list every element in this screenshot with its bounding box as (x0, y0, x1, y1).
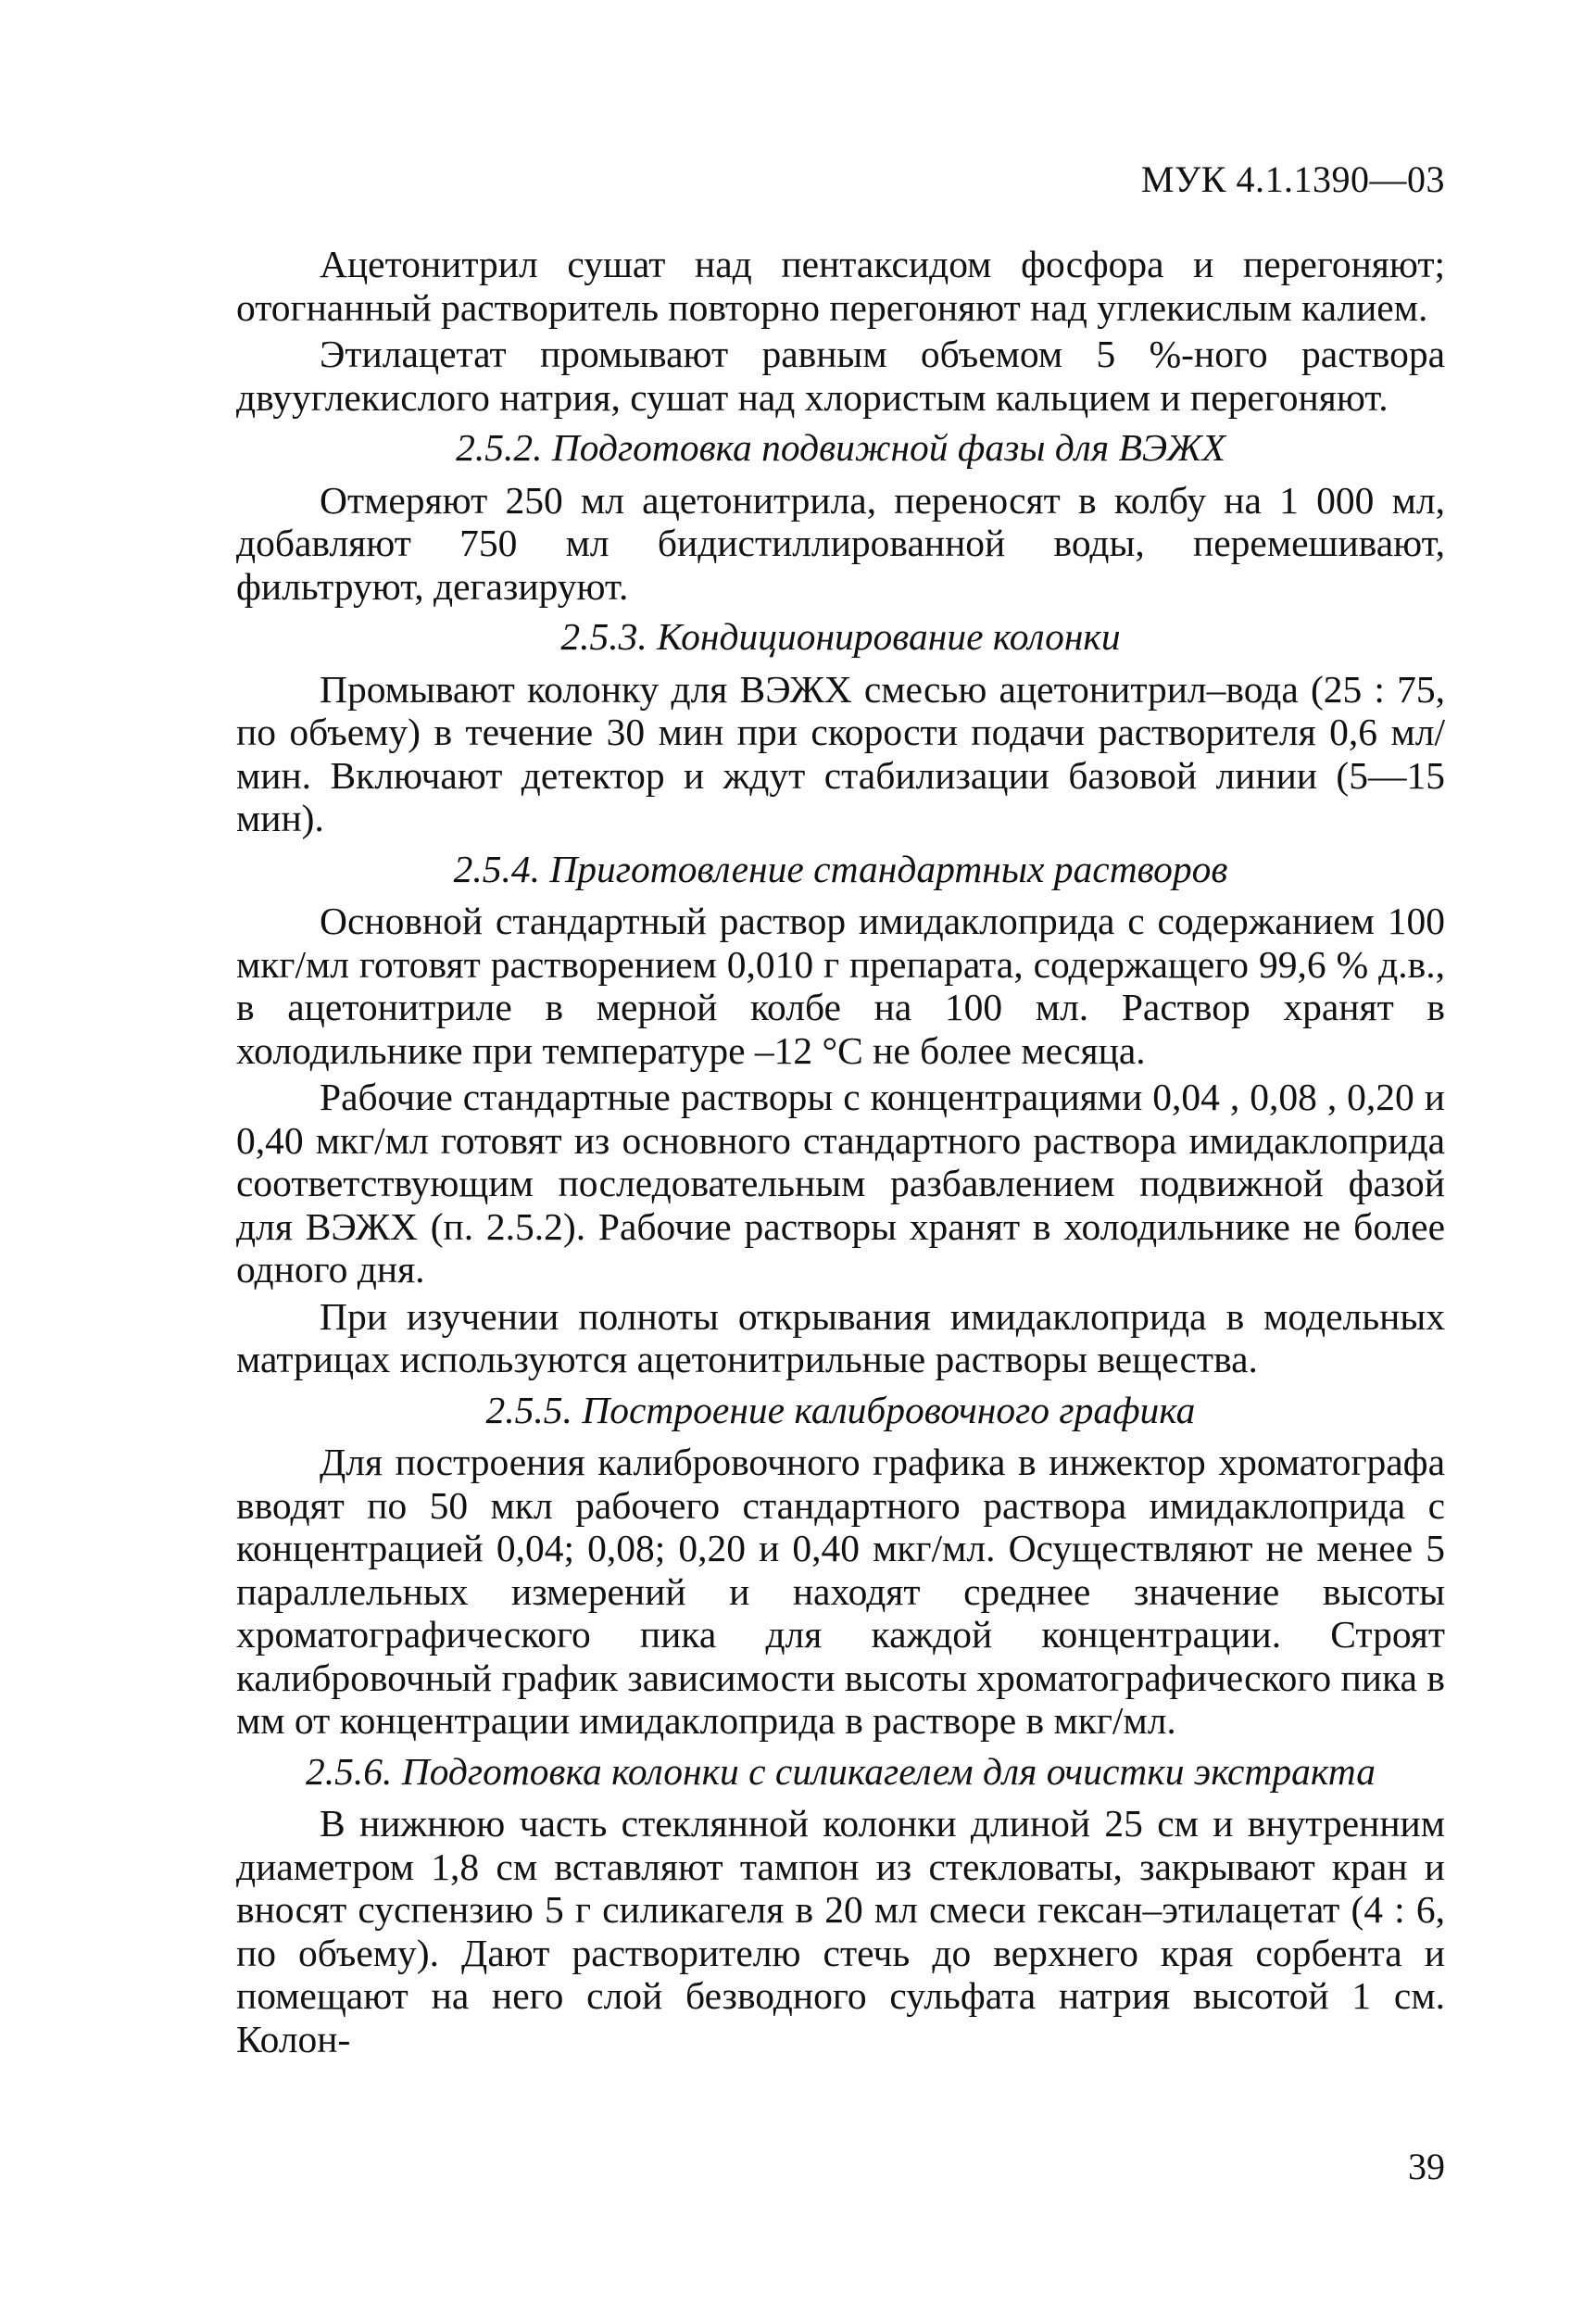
section-heading-2-5-6: 2.5.6. Подготовка колонки с силикагелем для очистки экстракта (305, 1749, 1376, 1793)
paragraph-silica-column: В нижнюю часть стеклянной колонки длиной 25 см и внутренним диаметром 1,8 см вставляют тампон из стекловаты, закрывают кран и вносят суспензию 5 г силикагеля в 20 мл смеси гексан–этилацетат (4 : 6, по объему). Дают растворителю стечь до верхнего края сорбента и помещают на него слой безводного сульфата натрия высотой 1 см. Колон- (236, 1802, 1445, 2060)
paragraph-mobile-phase: Отмеряют 250 мл ацетонитрила, переносят в колбу на 1 000 мл, добавляют 750 мл бидистиллированной воды, перемешивают, фильтруют, дегазируют. (236, 478, 1445, 608)
document-id: МУК 4.1.1390—03 (1140, 158, 1445, 200)
paragraph-working-standards: Рабочие стандартные растворы с концентрациями 0,04 , 0,08 , 0,20 и 0,40 мкг/мл готовят из основного стандартного раствора имидаклоприда соответствующим последовательным разбавлением подвижной фазой для ВЭЖХ (п. 2.5.2). Рабочие растворы хранят в холодильнике не более одного дня. (236, 1076, 1445, 1291)
document-body (236, 243, 1445, 2064)
paragraph-ethyl-acetate-washing: Этилацетат промывают равным объемом 5 %-ного раствора двууглекислого натрия, сушат над хлористым кальцием и перегоняют. (236, 333, 1445, 419)
paragraph-recovery-study: При изучении полноты открывания имидаклоприда в модельных матрицах используются ацетонитрильные растворы вещества. (236, 1294, 1445, 1380)
paragraph-calibration: Для построения калибровочного графика в инжектор хроматографа вводят по 50 мкл рабочего стандартного раствора имидаклоприда с концентрацией 0,04; 0,08; 0,20 и 0,40 мкг/мл. Осуществляют не менее 5 параллельных измерений и находят среднее значение высоты хроматографического пика для каждой концентрации. Строят калибровочный график зависимости высоты хроматографического пика в мм от концентрации имидаклоприда в растворе в мкг/мл. (236, 1441, 1445, 1742)
section-heading-2-5-3: 2.5.3. Кондиционирование колонки (560, 615, 1121, 658)
paragraph-column-conditioning: Промывают колонку для ВЭЖХ смесью ацетонитрил–вода (25 : 75, по объему) в течение 30 мин при скорости подачи растворителя 0,6 мл/мин. Включают детектор и ждут стабилизации базовой линии (5—15 мин). (236, 667, 1445, 839)
paragraph-acetonitrile-drying: Ацетонитрил сушат над пентаксидом фосфора и перегоняют; отогнанный растворитель повторно перегоняют над углекислым калием. (236, 243, 1445, 329)
section-heading-2-5-4: 2.5.4. Приготовление стандартных растворов (453, 847, 1228, 890)
section-heading-2-5-2: 2.5.2. Подготовка подвижной фазы для ВЭЖХ (456, 426, 1225, 469)
page-number: 39 (1408, 2146, 1445, 2187)
section-heading-2-5-5: 2.5.5. Построение калибровочного графика (485, 1388, 1196, 1431)
paragraph-stock-standard: Основной стандартный раствор имидаклоприда с содержанием 100 мкг/мл готовят растворением 0,010 г препарата, содержащего 99,6 % д.в., в ацетонитриле в мерной колбе на 100 мл. Раствор хранят в холодильнике при температуре –12 °С не более месяца. (236, 900, 1445, 1072)
